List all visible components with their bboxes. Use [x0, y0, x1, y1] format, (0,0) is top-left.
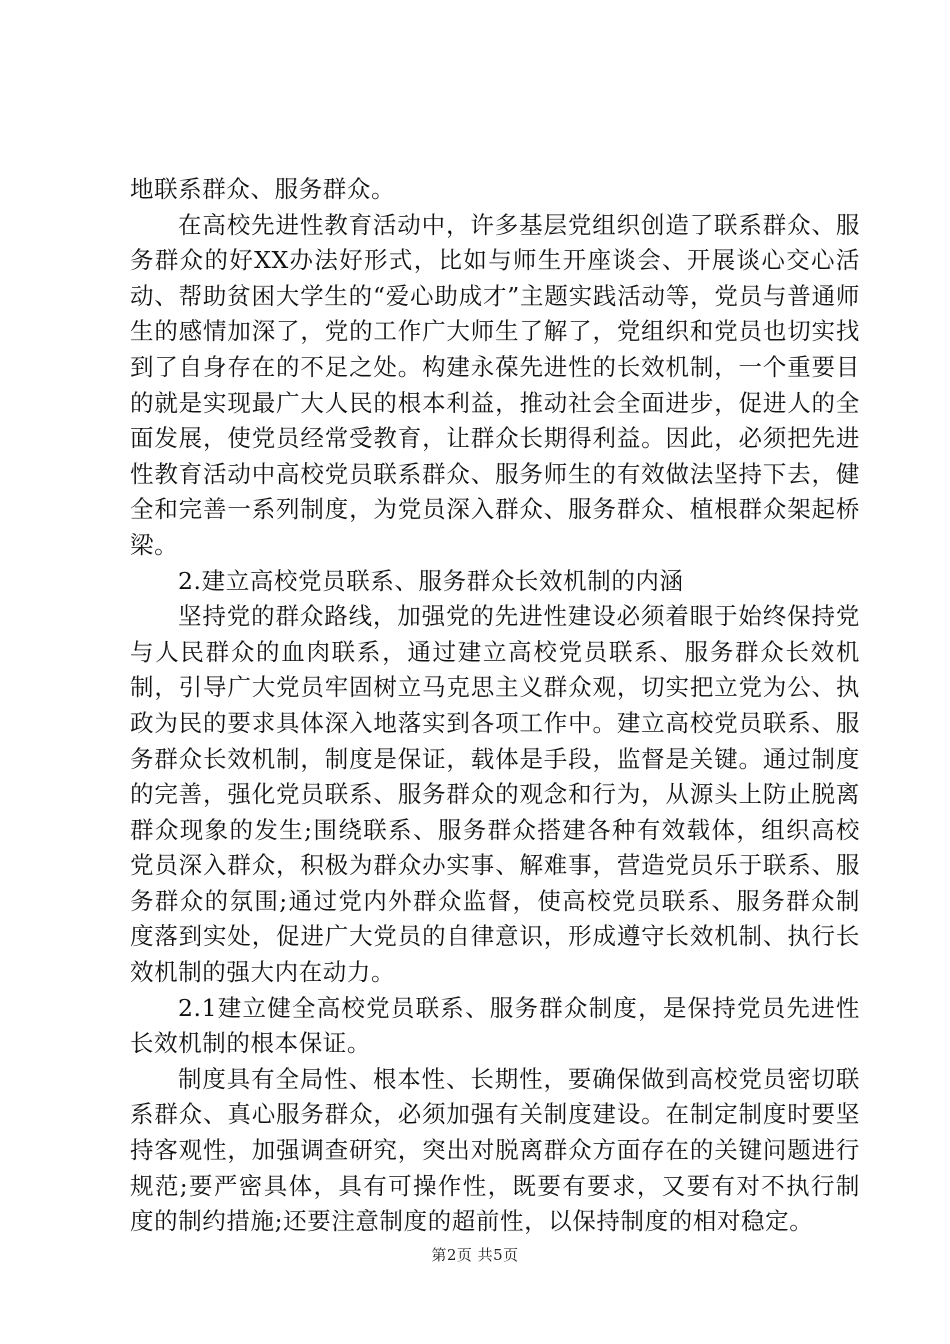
section-heading-2: 2.建立高校党员联系、服务群众长效机制的内涵	[178, 566, 684, 595]
section-heading-2-1: 2.1建立健全高校党员联系、服务群众制度，是保持党员先进性长效机制的根本保证。	[130, 993, 860, 1058]
page-number-footer: 第2页 共5页	[431, 1246, 519, 1264]
paragraph-system: 制度具有全局性、根本性、长期性，要确保做到高校党员密切联系群众、真心服务群众，必须加强有关制度建设。在制定制度时要坚持客观性，加强调查研究，突出对脱离群众方面存在的关键问题进行规范;要严密具体，具有可操作性，既要有要求，又要有对不执行制度的制约措施;还要注意制度的超前性，以保持制度的相对稳定。	[130, 1064, 860, 1236]
paragraph-continuation: 地联系群众、服务群众。	[130, 175, 396, 203]
document-body	[130, 172, 860, 1240]
paragraph-activities: 在高校先进性教育活动中，许多基层党组织创造了联系群众、服务群众的好XX办法好形式，比如与师生开座谈会、开展谈心交心活动、帮助贫困大学生的“爱心助成才”主题实践活动等，党员与普通师生的感情加深了，党的工作广大师生了解了，党组织和党员也切实找到了自身存在的不足之处。构建永葆先进性的长效机制，一个重要目的就是实现最广大人民的根本利益，推动社会全面进步，促进人的全面发展，使党员经常受教育，让群众长期得利益。因此，必须把先进性教育活动中高校党员联系群众、服务师生的有效做法坚持下去，健全和完善一系列制度，为党员深入群众、服务群众、植根群众架起桥梁。	[130, 210, 860, 559]
paragraph-mass-line: 坚持党的群众路线，加强党的先进性建设必须着眼于始终保持党与人民群众的血肉联系，通过建立高校党员联系、服务群众长效机制，引导广大党员牢固树立马克思主义群众观，切实把立党为公、执政为民的要求具体深入地落实到各项工作中。建立高校党员联系、服务群众长效机制，制度是保证，载体是手段，监督是关键。通过制度的完善，强化党员联系、服务群众的观念和行为，从源头上防止脱离群众现象的发生;围绕联系、服务群众搭建各种有效载体，组织高校党员深入群众，积极为群众办实事、解难事，营造党员乐于联系、服务群众的氛围;通过党内外群众监督，使高校党员联系、服务群众制度落到实处，促进广大党员的自律意识，形成遵守长效机制、执行长效机制的强大内在动力。	[130, 602, 860, 987]
